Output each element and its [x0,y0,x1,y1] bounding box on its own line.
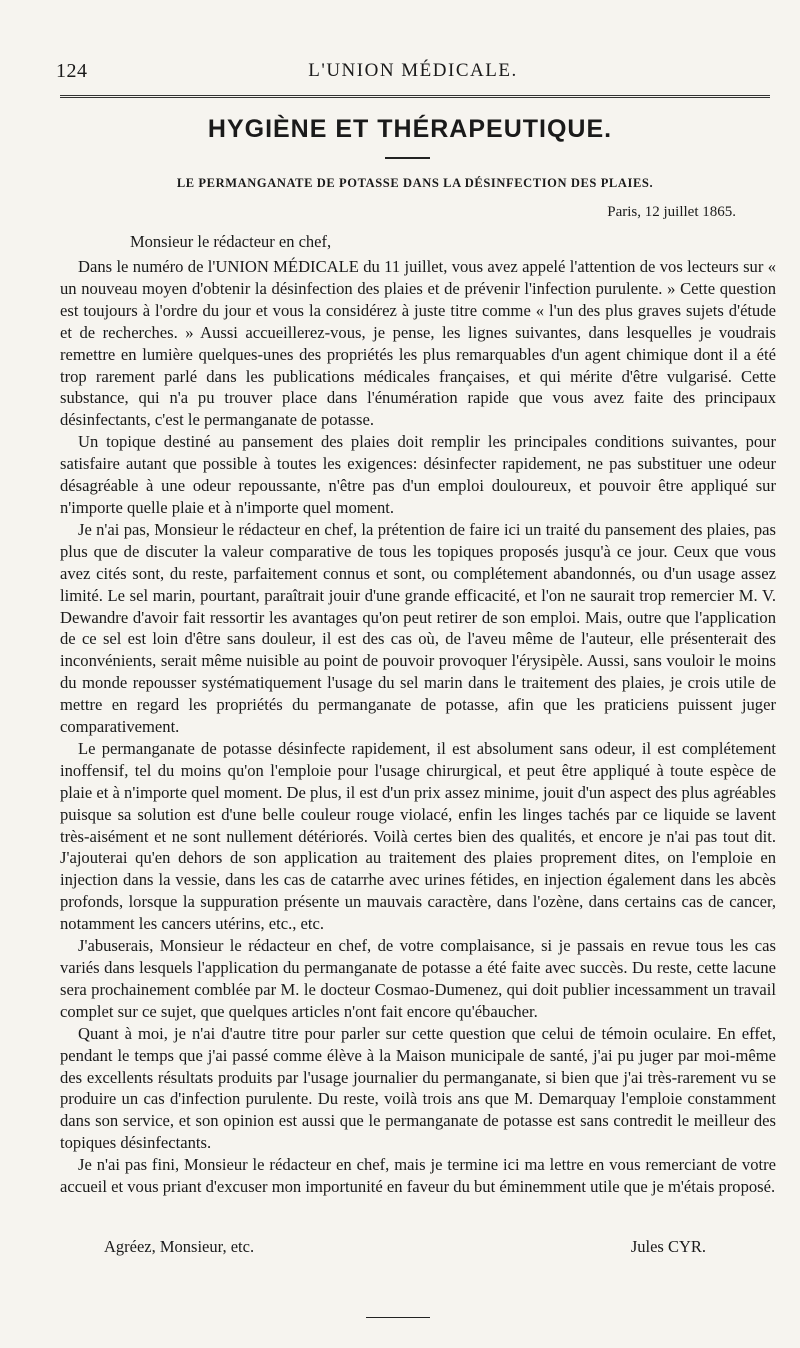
header-rule [60,95,770,98]
page-header [56,60,770,86]
paragraph: Dans le numéro de l'UNION MÉDICALE du 11 juillet, vous avez appelé l'attention de vos lecteurs sur « un nouveau moyen d'obtenir la désinfection des plaies et de prévenir l'infection purulente. » Cette question est toujours à l'ordre du jour et vous la considérez à juste titre comme « l'un des plus graves sujets d'étude et de recherches. » Aussi accueillerez-vous, je pense, les lignes suivantes, dans lesquelles je voudrais remettre en lumière quelques-unes des propriétés les plus remarquables d'un agent chimique dont il a été trop rarement parlé dans les publications médicales françaises, et qui mérite d'être vulgarisé. Cette substance, qui n'a pu trouver place dans l'énumération rapide que vous avez faite des principaux désinfectants, c'est le permanganate de potasse. [60,257,776,430]
dateline: Paris, 12 juillet 1865. [607,204,736,220]
paragraph: Le permanganate de potasse désinfecte rapidement, il est absolument sans odeur, il est complétement inoffensif, tel du moins qu'on l'emploie pour l'usage chirurgical, et peut être appliqué à toute espèce de plaie et à n'importe quel moment. De plus, il est d'un prix assez minime, jouit d'un aspect des plus agréables puisque sa solution est d'une belle couleur rouge violacé, enfin les linges tachés par ce liquide se lavent très-aisément et ne sont nullement détériorés. Voilà certes bien des qualités, et encore je n'ai pas tout dit. J'ajouterai qu'en dehors de son application au traitement des plaies proprement dites, on l'emploie en injection dans la vessie, dans les cas de catarrhe avec urines fétides, en injection également dans les abcès profonds, lorsque la suppuration présente un mauvais caractère, dans l'ozène, dans certains cas de cancer, notamment les cancers utérins, etc., etc. [60,738,776,934]
section-title: HYGIÈNE ET THÉRAPEUTIQUE. [207,115,613,143]
paragraph: Je n'ai pas, Monsieur le rédacteur en chef, la prétention de faire ici un traité du pansement des plaies, pas plus que de discuter la valeur comparative de tous les topiques proposés jusqu'à ce jour. Ceux que vous avez cités sont, du reste, parfaitement connus et sont, ou complétement abandonnés, ou d'un usage assez limité. Le sel marin, pourtant, paraîtrait jouir d'une grande efficacité, et l'on ne saurait trop remercier M. V. Dewandre d'avoir fait ressortir les avantages qu'on peut retirer de son emploi. Mais, outre que l'application de ce sel est loin d'être sans douleur, il est des cas où, de l'aveu même de l'auteur, elle présenterait des inconvénients, serait même nuisible au point de pouvoir provoquer l'érysipèle. Aussi, sans vouloir le moins du monde repousser systématiquement l'usage du sel marin dans le traitement des plaies, je crois utile de mettre en regard les propriétés du permanganate de potasse, afin que les praticiens puissent juger comparativement. [60,519,776,737]
title-rule [385,157,430,159]
closing-formula: Agréez, Monsieur, etc. [104,1237,255,1256]
paragraph: Je n'ai pas fini, Monsieur le rédacteur en chef, mais je termine ici ma lettre en vous remerciant de votre accueil et vous priant d'excuser mon importunité en faveur du but éminemment utile que je m'étais proposé. [60,1155,776,1197]
page-number: 124 [56,60,88,82]
end-rule [366,1317,430,1318]
salutation: Monsieur le rédacteur en chef, [130,232,332,251]
signature: Jules CYR. [630,1237,706,1256]
article-title: LE PERMANGANATE DE POTASSE DANS LA DÉSINFECTION DES PLAIES. [176,176,654,190]
article-body [60,256,776,1198]
paragraph: Un topique destiné au pansement des plaies doit remplir les principales conditions suivantes, pour satisfaire autant que possible à toutes les exigences: désinfecter rapidement, ne pas substituer une odeur désagréable à une odeur repoussante, n'être pas d'un emploi douloureux, et pouvoir être appliqué sur n'importe quelle plaie et à n'importe quel moment. [60,432,776,517]
running-head: L'UNION MÉDICALE. [308,60,518,81]
paragraph: Quant à moi, je n'ai d'autre titre pour parler sur cette question que celui de témoin oculaire. En effet, pendant le temps que j'ai passé comme élève à la Maison municipale de santé, j'ai pu juger par moi-même des excellents résultats produits par l'usage journalier du permanganate, si bien que j'ai très-rarement vu se produire un cas d'infection purulente. Du reste, voilà trois ans que M. Demarquay l'emploie constamment dans son service, et son opinion est aussi que le permanganate de potasse est sans contredit le meilleur des topiques désinfectants. [60,1023,776,1153]
paragraph: J'abuserais, Monsieur le rédacteur en chef, de votre complaisance, si je passais en revue tous les cas variés dans lesquels l'application du permanganate de potasse a été faite avec succès. Du reste, cette lacune sera prochainement comblée par M. le docteur Cosmao-Dumenez, qui doit publier incessamment un travail complet sur ce sujet, que quelques articles n'ont fait encore qu'ébaucher. [60,936,776,1021]
